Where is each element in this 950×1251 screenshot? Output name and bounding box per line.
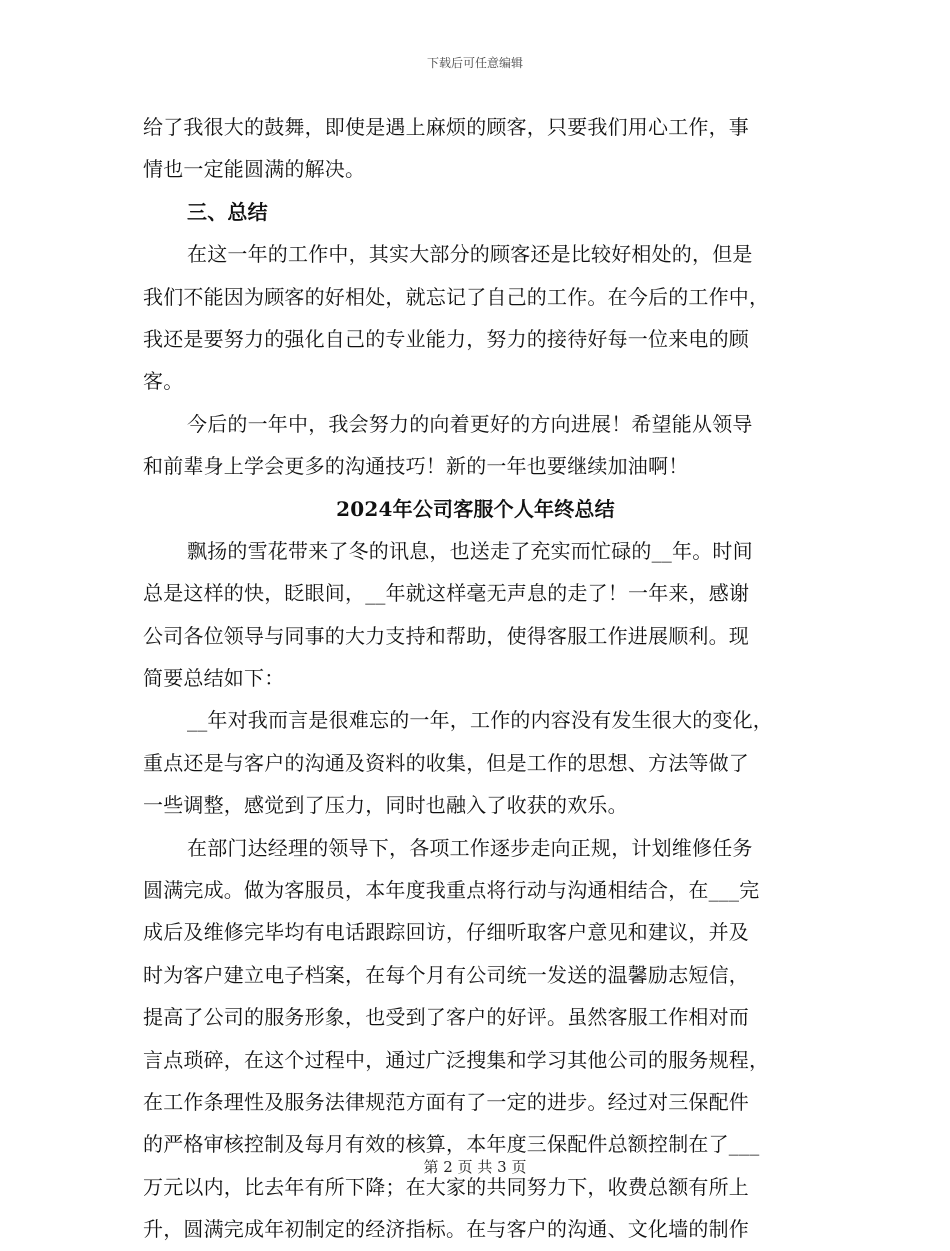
document-body <box>143 106 808 1251</box>
body-line: 在工作条理性及服务法律规范方面有了一定的进步。经过对三保配件 <box>143 1089 749 1114</box>
body-line: 情也一定能圆满的解决。 <box>143 157 366 182</box>
document-title: 2024年公司客服个人年终总结 <box>336 496 615 521</box>
body-line: 言点琐碎，在这个过程中，通过广泛搜集和学习其他公司的服务规程， <box>143 1047 770 1072</box>
body-line: 公司各位领导与同事的大力支持和帮助，使得客服工作进展顺利。现 <box>143 623 749 648</box>
body-line: 提高了公司的服务形象，也受到了客户的好评。虽然客服工作相对而 <box>143 1005 749 1030</box>
body-line: 简要总结如下： <box>143 666 285 691</box>
page-footer: 第 2 页 共 3 页 <box>423 1158 527 1176</box>
paragraph-first-line: 在部门达经理的领导下，各项工作逐步走向正规，计划维修任务 <box>187 835 753 860</box>
body-line: 的严格审核控制及每月有效的核算，本年度三保配件总额控制在了___ <box>143 1132 760 1157</box>
body-line: 给了我很大的鼓舞，即使是遇上麻烦的顾客，只要我们用心工作，事 <box>143 115 749 139</box>
body-line: 一些调整，感觉到了压力，同时也融入了收获的欢乐。 <box>143 793 628 818</box>
body-line: 重点还是与客户的沟通及资料的收集，但是工作的思想、方法等做了 <box>143 750 749 775</box>
body-line: 万元以内，比去年有所下降；在大家的共同努力下，收费总额有所上 <box>143 1174 749 1199</box>
body-line: 升，圆满完成年初制定的经济指标。在与客户的沟通、文化墙的制作 <box>143 1217 749 1242</box>
body-line: 总是这样的快，眨眼间，__年就这样毫无声息的走了！一年来，感谢 <box>143 581 750 606</box>
body-line: 和前辈身上学会更多的沟通技巧！新的一年也要继续加油啊！ <box>143 454 689 479</box>
paragraph-first-line: 飘扬的雪花带来了冬的讯息，也送走了充实而忙碌的__年。时间 <box>187 538 753 563</box>
page-header: 下载后可任意编辑 <box>426 56 523 70</box>
paragraph-first-line: 今后的一年中，我会努力的向着更好的方向进展！希望能从领导 <box>187 411 753 436</box>
body-line: 我还是要努力的强化自己的专业能力，努力的接待好每一位来电的顾 <box>143 326 749 351</box>
body-line: 成后及维修完毕均有电话跟踪回访，仔细听取客户意见和建议，并及 <box>143 920 749 945</box>
body-line: 客。 <box>143 369 184 394</box>
paragraph-first-line: __年对我而言是很难忘的一年，工作的内容没有发生很大的变化， <box>187 708 773 733</box>
section-heading: 三、总结 <box>187 199 268 224</box>
body-line: 圆满完成。做为客服员，本年度我重点将行动与沟通相结合，在___完 <box>143 878 760 903</box>
body-line: 时为客户建立电子档案，在每个月有公司统一发送的温馨励志短信， <box>143 962 749 987</box>
body-line: 我们不能因为顾客的好相处，就忘记了自己的工作。在今后的工作中， <box>143 284 770 309</box>
paragraph-first-line: 在这一年的工作中，其实大部分的顾客还是比较好相处的，但是 <box>187 242 753 267</box>
